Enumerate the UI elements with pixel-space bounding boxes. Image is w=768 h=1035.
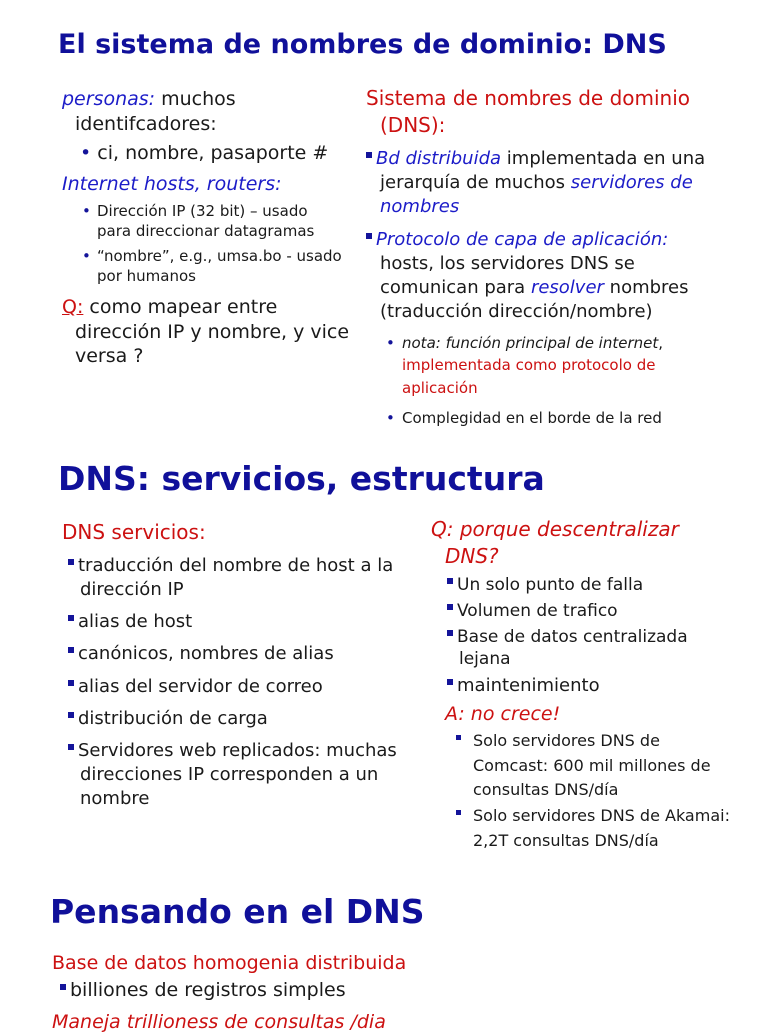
hosts-bullet-2 [82,246,91,266]
square-bullet-icon [456,735,461,740]
servicio-item-1-text: traducción del nombre de host a la [78,555,394,576]
akamai-line-1: Solo servidores DNS de Akamai: [473,806,730,825]
square-bullet-icon [447,578,453,584]
comcast-line-2: Comcast: 600 mil millones de [473,756,711,775]
square-bullet-icon [447,679,453,685]
bullet-dot-icon: • [386,334,395,352]
nota-italic: nota: función principal de internet [402,334,659,352]
nota-line-2: implementada como protocolo de [402,356,656,374]
bd-distribuida: Bd distribuida [376,148,502,169]
complejidad-text: Complegidad en el borde de la red [402,409,662,427]
q-line-3: versa ? [75,345,144,367]
hosts-bullet-2-text-a: “nombre”, e.g., umsa.bo - usado [97,247,342,265]
square-bullet-icon [68,744,74,750]
q-line-2: dirección IP y nombre, y vice [75,321,350,343]
comcast-bullet [456,729,465,753]
slide-1-title: El sistema de nombres de dominio: DNS [58,29,667,60]
servicio-item-6-line-3: nombre [80,788,150,809]
slide-3-item-1-text: billiones de registros simples [70,979,346,1001]
square-bullet-icon [68,647,74,653]
servicio-item-2-text: alias de host [78,611,193,632]
servicio-item-3-text: canónicos, nombres de alias [78,643,334,664]
square-bullet-icon [456,810,461,815]
hosts-bullet-2-text-b: por humanos [97,267,196,285]
q-line-1 [62,295,277,320]
servicio-item-5-text: distribución de carga [78,708,268,729]
square-bullet-icon [447,604,453,610]
razon-item-4-text: maintenimiento [457,675,600,696]
square-bullet-icon [366,233,372,239]
dns-bullet-1-line-3: nombres [380,196,460,217]
servicio-item-6-text: Servidores web replicados: muchas [78,740,397,761]
bullet-dot-icon: • [82,202,91,220]
nota-line-3: aplicación [402,379,478,397]
bullet-dot-icon: • [386,409,395,427]
razon-item-3-line-2: lejana [459,649,511,669]
dns-bullet-2 [366,228,668,252]
servicio-item-2 [68,610,192,634]
comcast-line-1: Solo servidores DNS de [473,731,660,750]
personas-line [62,87,236,112]
razon-item-4 [447,674,600,698]
square-bullet-icon [68,615,74,621]
razon-item-1-text: Un solo punto de falla [457,575,644,595]
bullet-dot-icon: • [80,142,92,164]
servicio-item-6 [68,739,397,763]
square-bullet-icon [68,712,74,718]
protocolo-label: Protocolo de capa de aplicación: [376,229,669,250]
nota-comma: , [658,334,664,352]
hosts-bullet-1-text-b: para direccionar datagramas [97,222,315,240]
dns-bullet-1-text: implementada en una [501,148,706,169]
razon-item-2-text: Volumen de trafico [457,601,618,621]
servicio-item-5 [68,707,268,731]
square-bullet-icon [447,630,453,636]
slide-3-heading: Base de datos homogenia distribuida [52,952,407,974]
personas-bullet [80,141,328,166]
complejidad-bullet [386,408,395,428]
dns-bullet-2-line-2: hosts, los servidores DNS se [380,253,635,274]
dns-bullet-1 [366,147,705,171]
hosts-label: Internet hosts, routers: [62,173,282,195]
dns-heading-2: (DNS): [380,113,446,137]
q-porque-1: Q: porque descentralizar [431,517,679,541]
servicio-item-3 [68,642,334,666]
hosts-bullet-1 [82,201,91,221]
square-bullet-icon [366,152,372,158]
square-bullet-icon [68,559,74,565]
comcast-line-3: consultas DNS/día [473,780,619,799]
servicio-item-1 [68,554,393,578]
q-label: Q: [62,296,84,318]
dns-bullet-2-line-3 [380,276,689,300]
servicio-item-6-line-2: direcciones IP corresponden a un [80,764,379,785]
bullet-dot-icon: • [82,247,91,265]
slide-2-title: DNS: servicios, estructura [58,459,545,498]
akamai-line-2: 2,2T consultas DNS/día [473,831,659,850]
servicio-item-4 [68,675,323,699]
resolver-word: resolver [530,277,604,298]
hosts-bullet-1-text-a: Dirección IP (32 bit) – usado [97,202,308,220]
nota-line-1 [402,333,663,353]
a-no-crece: A: no crece! [445,703,561,725]
square-bullet-icon [60,984,66,990]
akamai-bullet [456,804,465,828]
personas-label: personas: [62,88,156,110]
personas-text: muchos [155,88,236,110]
dns-heading-1: Sistema de nombres de dominio [366,86,691,110]
razon-item-3 [447,626,688,648]
servicios-heading: DNS servicios: [62,520,206,544]
nombres-text: nombres [603,277,689,298]
slide-3-cut-line: Maneja trillioness de consultas /dia [52,1011,386,1033]
dns-bullet-1-line-2a: jerarquía de muchos [380,172,571,193]
servicio-item-1-line-2: dirección IP [80,579,184,600]
dns-bullet-1-line-2 [380,171,693,195]
razon-item-1 [447,574,643,596]
slide-3-title: Pensando en el DNS [50,892,425,931]
q-porque-2: DNS? [445,544,499,568]
slide-3-item-1 [60,978,346,1003]
personas-bullet-text: ci, nombre, pasaporte # [97,142,329,164]
square-bullet-icon [68,680,74,686]
q-text: como mapear entre [83,296,278,318]
personas-line-2: identifcadores: [75,113,217,135]
dns-bullet-2-line-4: (traducción dirección/nombre) [380,301,653,322]
comunican-text: comunican para [380,277,531,298]
servicio-item-4-text: alias del servidor de correo [78,676,323,697]
razon-item-2 [447,600,618,622]
razon-item-3-text: Base de datos centralizada [457,627,688,647]
servidores-de: servidores de [570,172,693,193]
nota-bullet [386,333,395,353]
